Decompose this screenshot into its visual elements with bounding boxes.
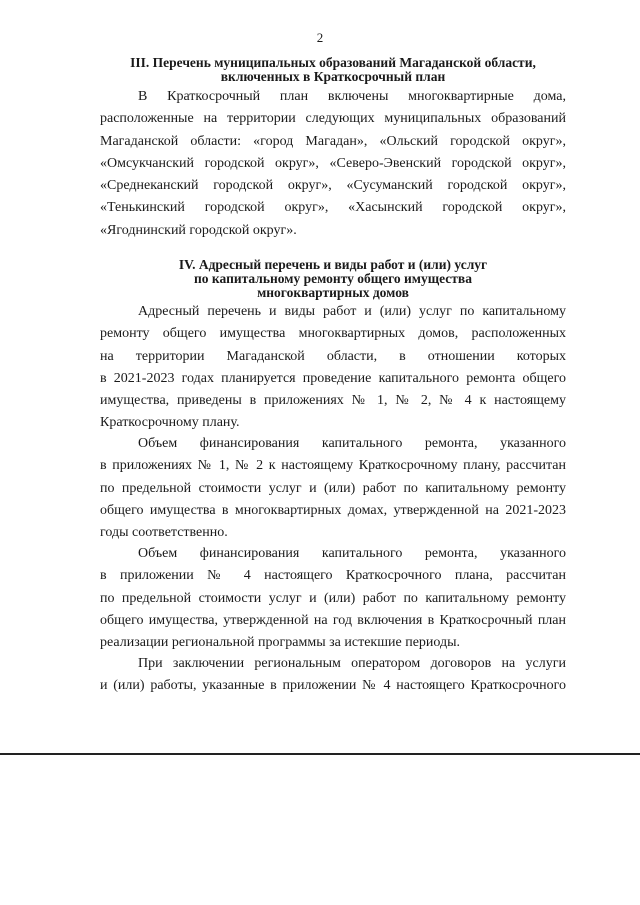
paragraph-line: общего имущества, утвержденной на год включения в Краткосрочный план (100, 612, 566, 628)
paragraph-line: на территории Магаданской области, в отношении которых (100, 348, 566, 364)
paragraph-line: Краткосрочному плану. (100, 415, 240, 431)
section-4-heading (100, 258, 566, 300)
paragraph-line: общего имущества в многоквартирных домах, утвержденной на 2021-2023 (100, 502, 566, 518)
section-3-heading-line: III. Перечень муниципальных образований Магаданской области, (130, 55, 536, 70)
paragraph-line: по предельной стоимости услуг и (или) работ по капитальному ремонту (100, 480, 566, 496)
paragraph-line: «Тенькинский городской округ», «Хасынский городской округ», (100, 200, 566, 216)
paragraph-line: в приложениях № 1, № 2 к настоящему Краткосрочному плану, рассчитан (100, 458, 566, 474)
section-4-heading-line: многоквартирных домов (257, 285, 409, 300)
section-4-paragraph-1 (100, 301, 566, 435)
section-4-paragraph-4 (100, 653, 566, 698)
paragraph-line: в 2021-2023 годах планируется проведение капитального ремонта общего (100, 370, 566, 386)
paragraph-line: Магаданской области: «город Магадан», «Ольский городской округ», (100, 133, 566, 149)
section-3-heading-line: включенных в Краткосрочный план (220, 69, 446, 84)
paragraph-line: «Ягоднинский городской округ». (100, 222, 297, 238)
section-3-paragraph (100, 86, 566, 242)
paragraph-line: годы соответственно. (100, 525, 228, 541)
paragraph-line: реализации региональной программы за истекшие периоды. (100, 635, 461, 651)
paragraph-line: В Краткосрочный план включены многоквартирные дома, (138, 89, 566, 104)
paragraph-line: в приложении № 4 настоящего Краткосрочного плана, рассчитан (100, 568, 566, 584)
paragraph-line: по предельной стоимости услуг и (или) работ по капитальному ремонту (100, 590, 566, 606)
paragraph-line: «Омсукчанский городской округ», «Северо-Эвенский городской округ», (100, 155, 566, 171)
page-number: 2 (316, 30, 324, 45)
paragraph-line: Объем финансирования капитального ремонта, указанного (138, 436, 566, 451)
page-bottom-rule (0, 753, 640, 755)
paragraph-line: «Среднеканский городской округ», «Сусуманский городской округ», (100, 178, 566, 194)
paragraph-line: При заключении региональным оператором договоров на услуги (138, 656, 566, 671)
paragraph-line: и (или) работы, указанные в приложении № 4 настоящего Краткосрочного (100, 678, 566, 694)
section-4-paragraph-2 (100, 433, 566, 544)
paragraph-line: Адресный перечень и виды работ и (или) услуг по капитальному (138, 304, 566, 319)
paragraph-line: Объем финансирования капитального ремонта, указанного (138, 546, 566, 561)
section-3-heading (100, 56, 566, 84)
section-4-heading-line: по капитальному ремонту общего имущества (194, 271, 472, 286)
section-4-heading-line: IV. Адресный перечень и виды работ и (или) услуг (178, 257, 488, 272)
paragraph-line: расположенные на территории следующих муниципальных образований (100, 111, 566, 127)
paragraph-line: ремонту общего имущества многоквартирных домов, расположенных (100, 326, 566, 342)
paragraph-line: имущества, приведены в приложениях № 1, № 2, № 4 к настоящему (100, 393, 566, 409)
section-4-paragraph-3 (100, 543, 566, 654)
